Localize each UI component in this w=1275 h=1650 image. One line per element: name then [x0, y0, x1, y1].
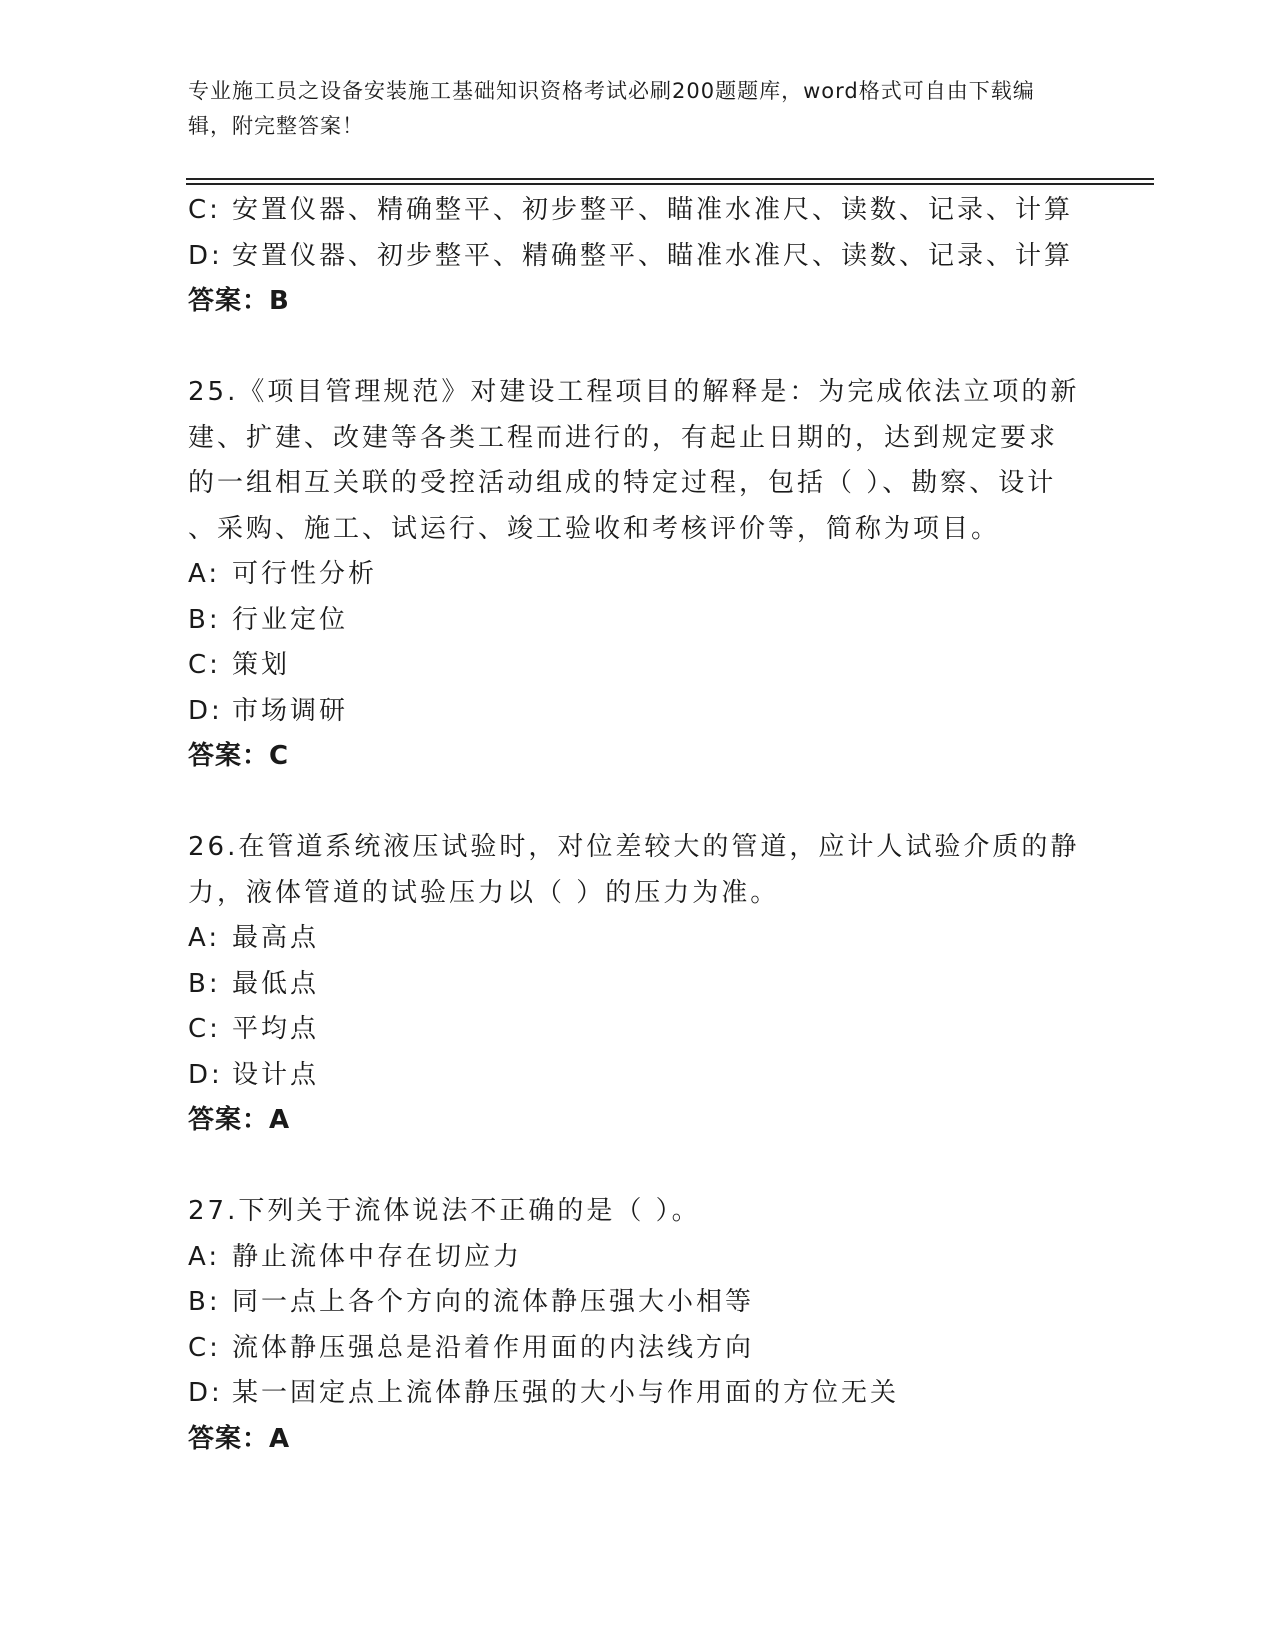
option-text: 可行性分析 [232, 559, 378, 589]
option-text: 流体静压强总是沿着作用面的内法线方向 [232, 1332, 755, 1363]
option-letter: A: [188, 1241, 221, 1272]
question-stem-line: 力，液体管道的试验压力以（ ）的压力为准。 [188, 877, 780, 908]
option-letter: C: [188, 650, 221, 680]
option-text: 策划 [232, 650, 291, 680]
option-text: 某一固定点上流体静压强的大小与作用面的方位无关 [232, 1378, 900, 1408]
option-letter: D: [188, 240, 223, 271]
option-letter: A: [188, 923, 221, 953]
question-stem-line: 25.《项目管理规范》对建设工程项目的解释是：为完成依法立项的新 [188, 377, 1080, 407]
option-letter: C: [188, 1014, 221, 1044]
question-27 [188, 1189, 1088, 1462]
question-stem-line: 26.在管道系统液压试验时，对位差较大的管道，应计人试验介质的静 [188, 832, 1080, 862]
option-a [188, 552, 1088, 598]
option-letter: C: [188, 1332, 221, 1363]
option-d [188, 1371, 1088, 1417]
option-b [188, 598, 1088, 644]
option-letter: D: [188, 1059, 223, 1090]
question-stem-line: 建、扩建、改建等各类工程而进行的，有起止日期的，达到规定要求 [188, 422, 1059, 453]
header-divider-top [186, 178, 1154, 180]
option-letter: C: [188, 195, 221, 225]
option-a [188, 916, 1088, 962]
option-b [188, 962, 1088, 1008]
option-text: 同一点上各个方向的流体静压强大小相等 [232, 1287, 755, 1317]
header-text: 专业施工员之设备安装施工基础知识资格考试必刷200题题库，word格式可自由下载编辑，附完整答案！ [188, 79, 1035, 138]
question-25 [188, 370, 1088, 780]
option-text: 安置仪器、精确整平、初步整平、瞄准水准尺、读数、记录、计算 [232, 195, 1074, 225]
option-letter: B: [188, 968, 221, 999]
question-24-tail [188, 188, 1088, 325]
option-b [188, 1280, 1088, 1326]
option-d [188, 234, 1088, 280]
option-d [188, 689, 1088, 735]
option-text: 静止流体中存在切应力 [232, 1241, 523, 1272]
question-stem-line: 的一组相互关联的受控活动组成的特定过程，包括（ ）、勘察、设计 [188, 468, 1057, 498]
option-text: 平均点 [232, 1014, 320, 1044]
option-text: 行业定位 [232, 604, 349, 635]
option-text: 安置仪器、初步整平、精确整平、瞄准水准尺、读数、记录、计算 [232, 240, 1074, 271]
question-stem-line: 27.下列关于流体说法不正确的是（ ）。 [188, 1196, 701, 1226]
option-letter: B: [188, 1287, 221, 1317]
answer-line: 答案：C [188, 741, 290, 771]
document-header [188, 74, 1068, 144]
option-d [188, 1053, 1088, 1099]
option-letter: A: [188, 559, 221, 589]
question-content [188, 188, 1088, 1462]
option-text: 市场调研 [232, 695, 349, 726]
option-letter: D: [188, 695, 223, 726]
answer-line: 答案：A [188, 1105, 291, 1135]
option-c [188, 1326, 1088, 1372]
option-c [188, 188, 1088, 234]
option-letter: B: [188, 604, 221, 635]
option-c [188, 1007, 1088, 1053]
question-stem-line: 、采购、施工、试运行、竣工验收和考核评价等，简称为项目。 [188, 513, 1001, 544]
header-divider-bottom [186, 183, 1154, 185]
option-a [188, 1235, 1088, 1281]
option-c [188, 643, 1088, 689]
option-letter: D: [188, 1378, 223, 1408]
answer-line: 答案：B [188, 286, 290, 316]
question-26 [188, 825, 1088, 1144]
option-text: 最高点 [232, 923, 320, 953]
option-text: 设计点 [232, 1059, 320, 1090]
answer-line: 答案：A [188, 1423, 291, 1454]
option-text: 最低点 [232, 968, 320, 999]
